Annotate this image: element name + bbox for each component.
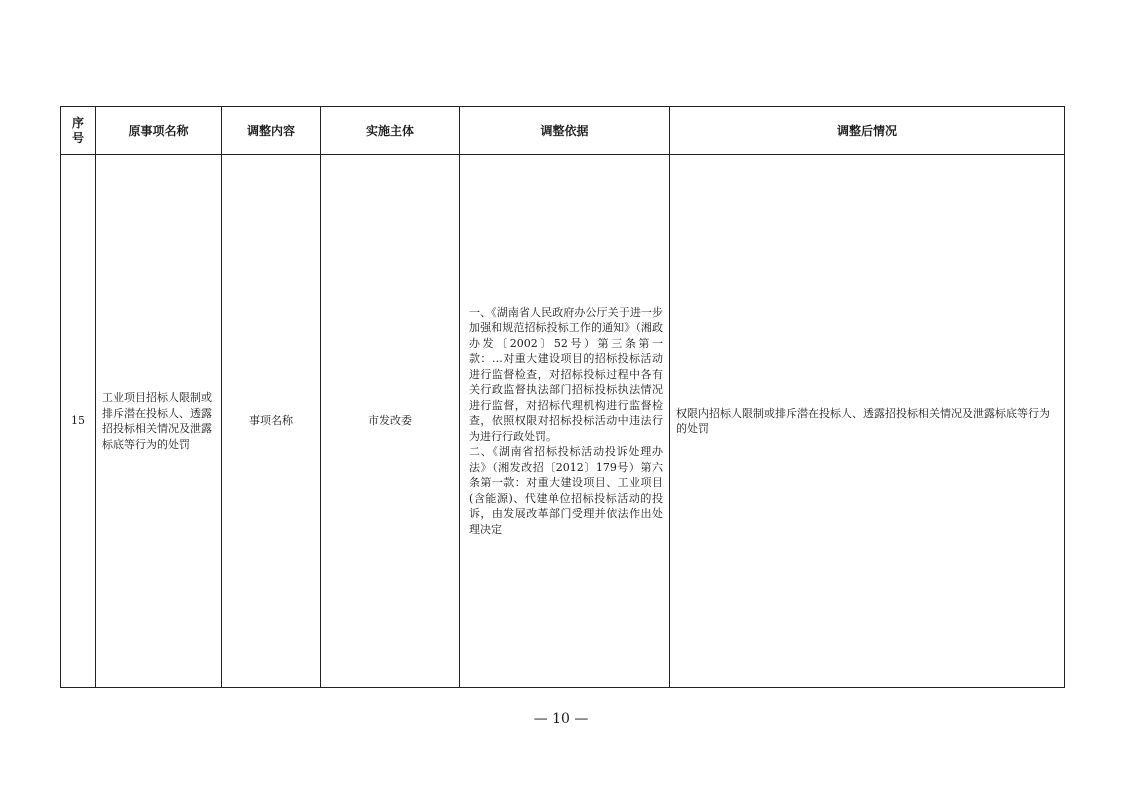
table-row (61, 155, 1065, 688)
header-after: 调整后情况 (670, 107, 1065, 155)
header-seq (61, 107, 96, 155)
header-original-item: 原事项名称 (96, 107, 222, 155)
cell-basis (460, 155, 670, 688)
header-basis: 调整依据 (460, 107, 670, 155)
header-implementer: 实施主体 (321, 107, 460, 155)
basis-paragraph-2: 二、《湖南省招标投标活动投诉处理办法》（湘发改招〔2012〕179号）第六条第一款：对重大建设项目、工业项目(含能源)、代建单位招标投标活动的投诉，由发展改革部门受理并依法作出处理决定 (469, 445, 663, 536)
cell-implementer: 市发改委 (321, 155, 460, 688)
cell-original-item: 工业项目招标人限制或排斥潜在投标人、透露招投标相关情况及泄露标底等行为的处罚 (96, 155, 222, 688)
page-number: — 10 — (533, 711, 589, 727)
cell-adjustment: 事项名称 (222, 155, 321, 688)
header-seq-line1: 序 (71, 115, 84, 130)
cell-seq: 15 (61, 155, 96, 688)
adjustment-table (60, 106, 1065, 688)
basis-paragraph-1: 一、《湖南省人民政府办公厅关于进一步加强和规范招标投标工作的通知》（湘政办发〔2002〕52号）第三条第一款：…对重大建设项目的招标投标活动进行监督检查，对招标投标过程中各有关行政监督执法部门招标投标执法情况进行监督，对招标代理机构进行监督检查，依照权限对招标投标活动中违法行为进行行政处罚。 (469, 305, 663, 443)
header-adjustment: 调整内容 (222, 107, 321, 155)
table-header-row (61, 107, 1065, 155)
cell-after: 权限内招标人限制或排斥潜在投标人、透露招投标相关情况及泄露标底等行为的处罚 (670, 155, 1065, 688)
header-seq-line2: 号 (71, 130, 84, 145)
